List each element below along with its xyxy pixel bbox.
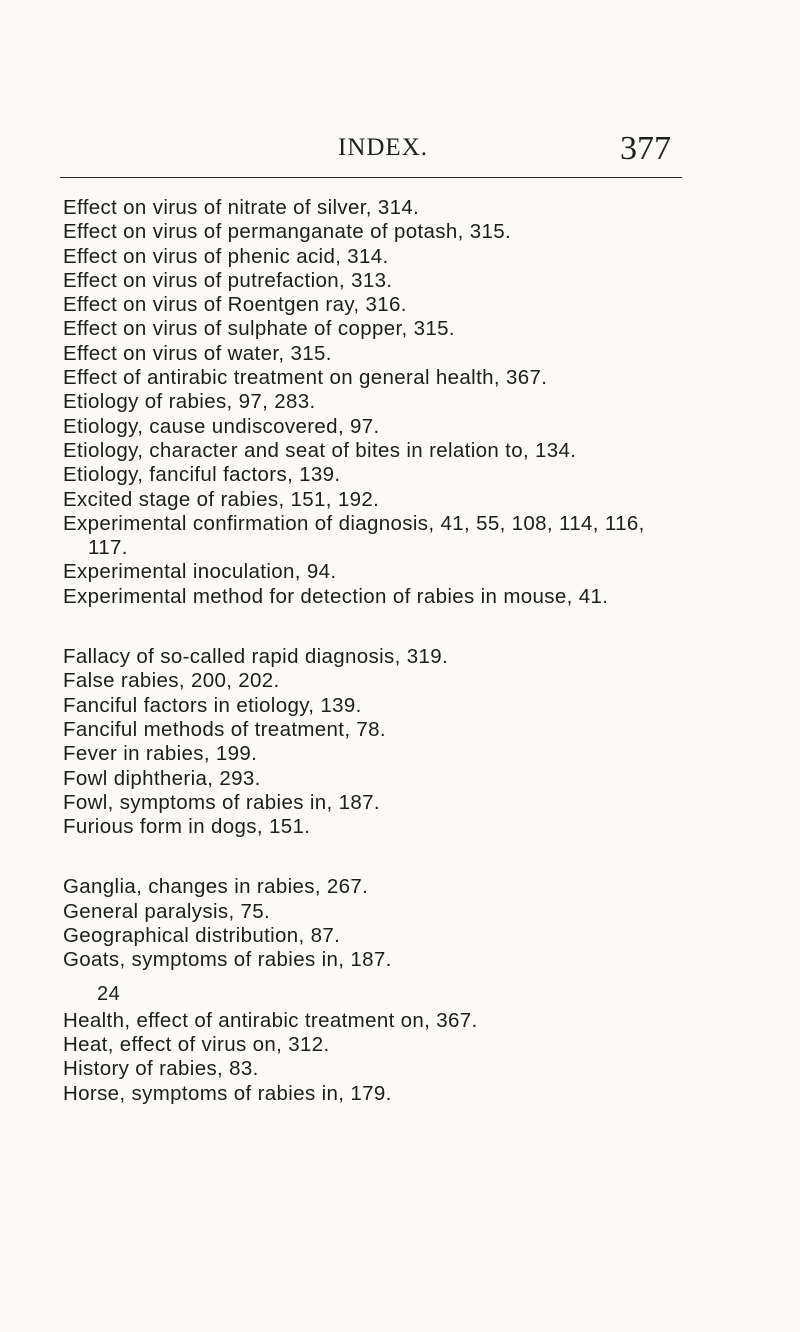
- index-entry: Furious form in dogs, 151.: [63, 815, 311, 839]
- index-group-g: [63, 875, 763, 972]
- index-entry: Fowl, symptoms of rabies in, 187.: [63, 790, 380, 814]
- index-entry: Health, effect of antirabic treatment on, 367.: [63, 1008, 478, 1032]
- index-entry: Effect on virus of sulphate of copper, 315.: [63, 317, 455, 341]
- index-entry: Effect on virus of nitrate of silver, 314.: [63, 196, 420, 219]
- index-entry: Experimental method for detection of rabies in mouse, 41.: [63, 584, 609, 608]
- index-entry: Effect on virus of permanganate of potash, 315.: [63, 220, 511, 244]
- running-head: INDEX.: [338, 134, 429, 161]
- index-entry: Ganglia, changes in rabies, 267.: [63, 875, 369, 899]
- page-number: 377: [620, 130, 671, 167]
- index-entry: Experimental inoculation, 94.: [63, 560, 337, 584]
- index-entry: Etiology of rabies, 97, 283.: [63, 390, 316, 414]
- index-entries: [63, 196, 763, 1106]
- group-spacer: [63, 839, 763, 875]
- index-entry: Effect on virus of water, 315.: [63, 341, 332, 365]
- index-group-e: [63, 196, 763, 609]
- index-entry-text: Experimental confirmation of diagnosis, 41, 55, 108, 114, 116,: [63, 511, 645, 535]
- header-rule: [60, 177, 682, 178]
- index-entry: Etiology, fanciful factors, 139.: [63, 463, 341, 487]
- group-spacer: [63, 973, 763, 1009]
- index-entry: Effect on virus of putrefaction, 313.: [63, 268, 393, 292]
- index-entry: Fallacy of so-called rapid diagnosis, 319.: [63, 645, 449, 669]
- index-group-h: [63, 1009, 763, 1106]
- index-entry: Etiology, character and seat of bites in relation to, 134.: [63, 438, 577, 462]
- index-entry: Fowl diphtheria, 293.: [63, 766, 261, 790]
- index-entry: Horse, symptoms of rabies in, 179.: [63, 1081, 392, 1105]
- index-entry-continuation: 117.: [88, 536, 128, 560]
- index-entry: History of rabies, 83.: [63, 1057, 259, 1081]
- index-entry: Effect of antirabic treatment on general health, 367.: [63, 366, 548, 390]
- index-entry: Effect on virus of Roentgen ray, 316.: [63, 293, 407, 317]
- index-entry: Effect on virus of phenic acid, 314.: [63, 244, 389, 268]
- group-spacer: [63, 609, 763, 645]
- index-entry: [63, 512, 763, 561]
- index-entry: Etiology, cause undiscovered, 97.: [63, 414, 380, 438]
- index-entry: Fever in rabies, 199.: [63, 742, 258, 766]
- page-header: [60, 130, 680, 190]
- index-entry: Fanciful methods of treatment, 78.: [63, 717, 386, 741]
- index-entry: Goats, symptoms of rabies in, 187.: [63, 948, 392, 972]
- index-entry: False rabies, 200, 202.: [63, 669, 280, 693]
- index-entry: Heat, effect of virus on, 312.: [63, 1032, 330, 1056]
- index-group-f: [63, 645, 763, 839]
- index-entry: General paralysis, 75.: [63, 899, 271, 923]
- index-entry: Geographical distribution, 87.: [63, 924, 341, 948]
- index-entry: Excited stage of rabies, 151, 192.: [63, 487, 380, 511]
- index-entry: Fanciful factors in etiology, 139.: [63, 693, 362, 717]
- signature-mark: 24: [97, 983, 121, 1005]
